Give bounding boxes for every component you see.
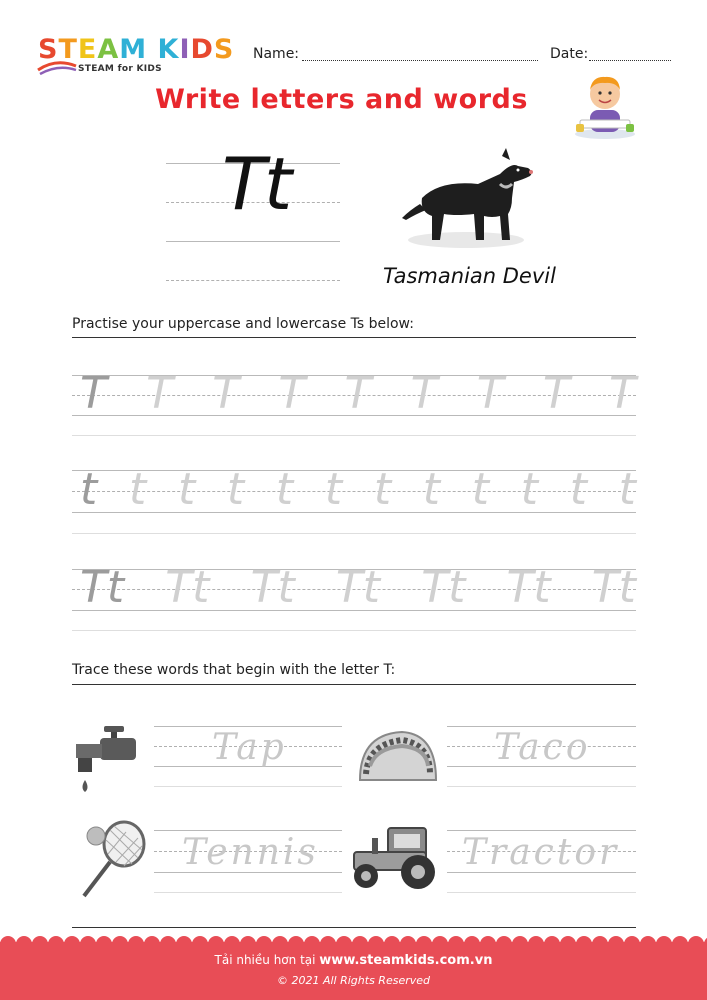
trace-letter: t xyxy=(226,464,245,515)
section-divider xyxy=(72,684,636,685)
pair-trace-row[interactable] xyxy=(80,562,636,613)
tennis-guide-top xyxy=(154,830,342,831)
trace-letter: T xyxy=(609,368,636,419)
trace-letter: t xyxy=(177,464,196,515)
trace-letter: Tt xyxy=(506,562,551,613)
taco-guide-bottom xyxy=(447,786,636,787)
name-label: Name: xyxy=(253,46,300,62)
trace-letter: T xyxy=(542,368,570,419)
tap-guide-bottom xyxy=(154,786,342,787)
letter-display: Tt xyxy=(222,142,291,226)
tractor-guide-bottom xyxy=(447,892,636,893)
trace-word-taco[interactable]: Taco xyxy=(494,727,591,768)
trace-letter: Tt xyxy=(250,562,295,613)
tap-icon xyxy=(74,722,140,800)
trace-word-tap[interactable]: Tap xyxy=(212,727,287,768)
trace-letter: T xyxy=(476,368,504,419)
guide-bottom xyxy=(166,280,340,281)
trace-letter: t xyxy=(520,464,538,515)
trace-letter: t xyxy=(324,464,343,515)
trace-letter: Tt xyxy=(335,562,381,613)
animal-caption: Tasmanian Devil xyxy=(383,264,556,288)
row3-bottom xyxy=(72,630,636,631)
tennis-guide-bottom xyxy=(154,892,342,893)
trace-letter: t xyxy=(569,464,587,515)
trace-letter: T xyxy=(80,368,107,419)
trace-letter: Tt xyxy=(591,562,636,613)
row2-bottom xyxy=(72,533,636,534)
trace-letter: Tt xyxy=(80,562,125,613)
taco-icon xyxy=(356,726,440,786)
trace-word-tractor[interactable]: Tractor xyxy=(462,832,620,873)
trace-word-tennis[interactable]: Tennis xyxy=(182,832,319,873)
trace-letter: t xyxy=(618,464,636,515)
tractor-guide-top xyxy=(447,830,636,831)
trace-letter: T xyxy=(344,368,372,419)
kid-writing-icon xyxy=(572,70,638,140)
footer-download xyxy=(0,953,707,968)
footer-more-text: Tải nhiều hơn tại xyxy=(214,953,316,967)
page-title: Write letters and words xyxy=(155,84,528,115)
logo-tagline: STEAM for KIDS xyxy=(78,64,162,74)
tasmanian-devil-icon xyxy=(400,144,540,250)
trace-letter: t xyxy=(128,464,147,515)
name-field[interactable] xyxy=(302,60,538,61)
row1-bottom xyxy=(72,435,636,436)
trace-letter: t xyxy=(275,464,294,515)
trace-letter: T xyxy=(212,368,240,419)
trace-letter: T xyxy=(146,368,174,419)
bottom-divider xyxy=(72,927,636,928)
footer-site-link[interactable]: www.steamkids.com.vn xyxy=(319,953,493,968)
tennis-racket-icon xyxy=(80,820,148,900)
date-field[interactable] xyxy=(589,60,671,61)
trace-letter: Tt xyxy=(421,562,466,613)
trace-letter: t xyxy=(373,464,392,515)
row2-base xyxy=(72,512,636,513)
trace-letter: t xyxy=(80,464,98,515)
practise-instruction: Practise your uppercase and lowercase Ts below: xyxy=(72,316,414,332)
tractor-icon xyxy=(348,824,440,892)
logo-swoosh-icon xyxy=(36,56,80,78)
section-divider xyxy=(72,337,636,338)
trace-letter: t xyxy=(422,464,441,515)
lowercase-trace-row[interactable] xyxy=(80,464,636,515)
words-instruction: Trace these words that begin with the letter T: xyxy=(72,662,396,678)
trace-letter: t xyxy=(471,464,490,515)
footer-copyright: © 2021 All Rights Reserved xyxy=(276,974,430,987)
guide-base xyxy=(166,241,340,242)
trace-letter: Tt xyxy=(165,562,210,613)
uppercase-trace-row[interactable] xyxy=(80,368,636,419)
logo: STEAM KIDS xyxy=(38,34,235,65)
footer-bar xyxy=(0,942,707,1000)
date-label: Date: xyxy=(550,46,589,62)
trace-letter: T xyxy=(410,368,438,419)
trace-letter: T xyxy=(278,368,306,419)
